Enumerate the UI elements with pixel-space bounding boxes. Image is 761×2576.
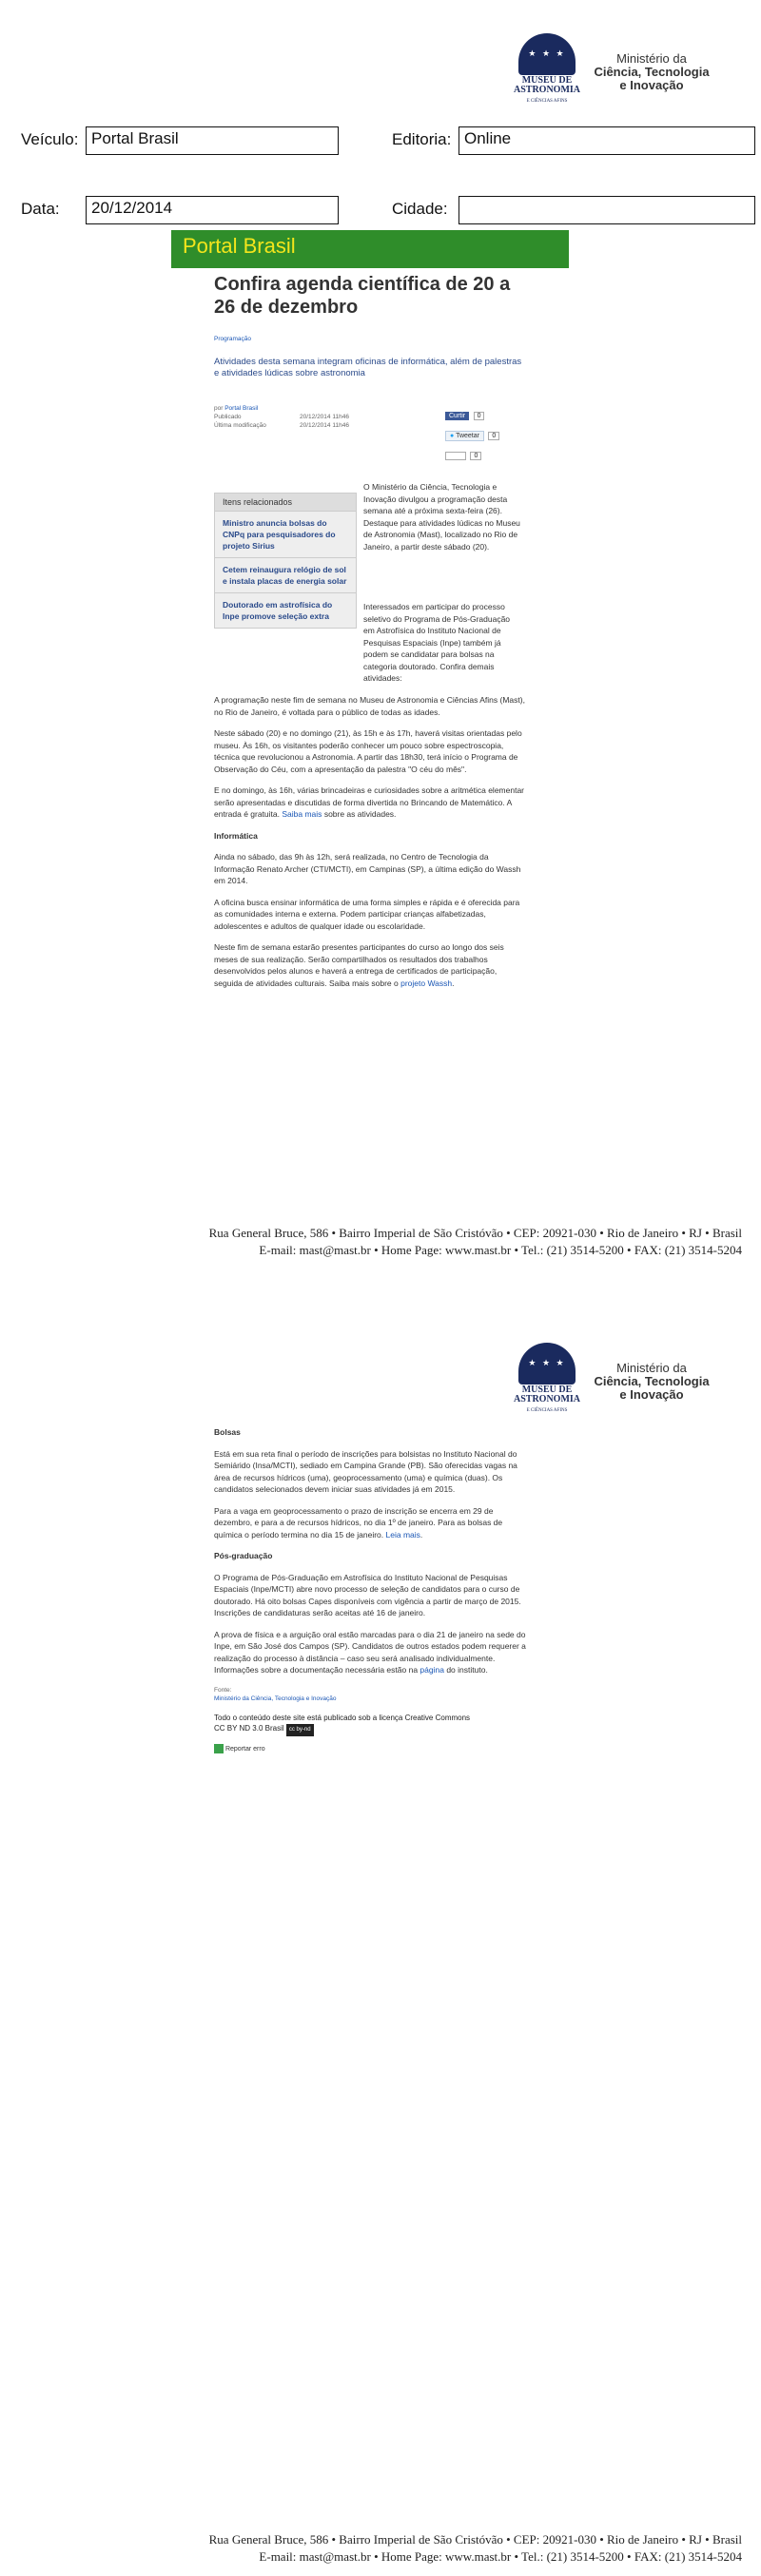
plus-button[interactable] — [445, 452, 466, 460]
portal-brasil-banner: Portal Brasil — [171, 230, 569, 268]
saiba-mais-link[interactable]: Saiba mais — [282, 809, 322, 819]
cidade-label: Cidade: — [392, 200, 448, 218]
data-label: Data: — [21, 200, 60, 218]
section-heading: Bolsas — [214, 1427, 241, 1437]
section-heading: Informática — [214, 830, 258, 841]
editoria-field[interactable]: Online — [459, 126, 755, 155]
page-footer: Rua General Bruce, 586 • Bairro Imperial de São Cristóvão • CEP: 20921-030 • Rio de Janeiro • RJ • Brasil E-mail: mast@mast.br • Home Page: www.mast.br • Tel.: (21) 3514-5200 • FAX: (21) 3514-5204 — [208, 2532, 742, 2564]
cc-license-icon[interactable]: cc by-nd — [286, 1724, 314, 1736]
article-body-page2 — [214, 1426, 526, 1755]
article-meta: por Portal Brasil Publicado 20/12/2014 11h46 Última modificação 20/12/2014 11h46 — [214, 405, 349, 429]
related-item[interactable]: Doutorado em astrofísica do Inpe promove seleção extra — [223, 600, 333, 621]
editoria-label: Editoria: — [392, 130, 452, 148]
source: Fonte: Ministério da Ciência, Tecnologia e Inovação — [214, 1686, 526, 1703]
source-link[interactable]: Ministério da Ciência, Tecnologia e Inovação — [214, 1695, 337, 1702]
mast-seal-icon: ★ ★ ★ — [518, 33, 576, 75]
author-link[interactable]: Portal Brasil — [224, 405, 259, 412]
pagina-link[interactable]: página — [420, 1665, 444, 1675]
article-lead: Atividades desta semana integram oficinas de informática, além de palestras e atividades lúdicas sobre astronomia — [214, 357, 522, 378]
mast-logo: ★ ★ ★ MUSEU DE ASTRONOMIA E CIÊNCIAS AFINS — [504, 33, 590, 105]
paragraph: Neste fim de semana estarão presentes participantes do curso ao longo dos seis meses de sua realização. Serão compartilhados os resultados dos trabalhos desenvolvidos pelos alunos e haverá a entrega de certificados de participação, seguida de atividades culturais. Saiba mais sobre o projeto Wassh. — [214, 942, 504, 988]
paragraph: Está em sua reta final o período de inscrições para bolsistas no Instituto Nacional do Semiárido (Insa/MCTI), sediado em Campina Grande (PB). São oferecidas vagas na área de recursos hídricos (uma), geoprocessamento (uma) e química (duas). Os candidatos selecionados devem iniciar suas atividades já em 2015. — [214, 1448, 517, 1494]
tweet-button[interactable]: ● Tweetar — [445, 431, 484, 441]
veiculo-field[interactable]: Portal Brasil — [86, 126, 339, 155]
related-item[interactable]: Ministro anuncia bolsas do CNPq para pesquisadores do projeto Sirius — [215, 512, 356, 558]
paragraph: E no domingo, às 16h, várias brincadeiras e curiosidades sobre a aritmética elementar serão apresentadas e discutidas de forma divertida no Brincando de Matemático. A entrada é gratuita. Saiba mais sobre as atividades. — [214, 785, 525, 819]
paragraph: A programação neste fim de semana no Museu de Astronomia e Ciências Afins (Mast), no Rio de Janeiro, é voltada para o público de todas as idades. — [214, 695, 525, 717]
related-items-title: Itens relacionados — [215, 494, 356, 512]
report-icon — [214, 1744, 224, 1753]
ministry-name: Ministério da Ciência, Tecnologia e Inovação — [594, 1361, 710, 1402]
article-intro: O Ministério da Ciência, Tecnologia e Inovação divulgou a programação desta semana até a próxima sexta-feira (26). Destaque para atividades lúdicas no Museu de Astronomia (Mast), localizado no Rio de Janeiro, a partir deste sábado (20). — [363, 482, 520, 552]
tweet-count: 0 — [488, 432, 499, 440]
license: Todo o conteúdo deste site está publicado sob a licença Creative Commons CC BY ND 3.0 Brasil cc by-nd — [214, 1713, 526, 1736]
related-item[interactable]: Cetem reinaugura relógio de sol e instala placas de energia solar — [215, 558, 356, 593]
mast-logo: ★ ★ ★ MUSEU DE ASTRONOMIA E CIÊNCIAS AFINS — [504, 1343, 590, 1414]
related-items-box — [214, 493, 357, 629]
paragraph: Para a vaga em geoprocessamento o prazo de inscrição se encerra em 29 de dezembro, e para a de recursos hídricos, no dia 1º de janeiro. Para as bolsas de química o período termina no dia 15 de janeiro. Leia mais. — [214, 1505, 503, 1540]
plus-count: 0 — [470, 452, 481, 460]
article-pos-paragraph: Interessados em participar do processo seletivo do Programa de Pós-Graduação em Astrofísica do Instituto Nacional de Pesquisas Espaciais (Inpe) também já podem se candidatar para bolsas na categoria doutorado. Confira demais atividades: — [363, 602, 511, 683]
twitter-icon: ● — [450, 433, 455, 439]
article-category[interactable]: Programação — [214, 336, 252, 342]
report-error[interactable]: Reportar erro — [214, 1744, 526, 1756]
page-footer: Rua General Bruce, 586 • Bairro Imperial de São Cristóvão • CEP: 20921-030 • Rio de Janeiro • RJ • Brasil E-mail: mast@mast.br • Home Page: www.mast.br • Tel.: (21) 3514-5200 • FAX: (21) 3514-5204 — [208, 1226, 742, 1257]
paragraph: A prova de física e a arguição oral estão marcadas para o dia 21 de janeiro na sede do Inpe, em São José dos Campos (SP). Candidatos de outros estados podem requerer a realização do processo à distância – caso seu será analisado individualmente. Informações sobre a documentação necessária estão na página do instituto. — [214, 1629, 526, 1675]
paragraph: A oficina busca ensinar informática de uma forma simples e rápida e é oferecida para as comunidades interna e externa. Podem participar crianças alfabetizadas, adolescentes e adultos de qualquer idade ou escolaridade. — [214, 897, 520, 931]
mast-seal-icon: ★ ★ ★ — [518, 1343, 576, 1385]
veiculo-label: Veículo: — [21, 130, 79, 148]
projeto-wassh-link[interactable]: projeto Wassh — [400, 978, 453, 988]
section-heading: Pós-graduação — [214, 1551, 273, 1560]
data-field[interactable]: 20/12/2014 — [86, 196, 339, 224]
paragraph: O Programa de Pós-Graduação em Astrofísica do Instituto Nacional de Pesquisas Espaciais (Inpe/MCTI) abre novo processo de seleção de candidatos para o curso de doutorado. Há oito bolsas Capes disponíveis com vigência a partir de março de 2015. Inscrições de candidaturas serão aceitas até 16 de janeiro. — [214, 1572, 521, 1617]
article-headline: Confira agenda científica de 20 a 26 de dezembro — [214, 274, 511, 318]
paragraph: Ainda no sábado, das 9h às 12h, será realizada, no Centro de Tecnologia da Informação Renato Archer (CTI/MCTI), em Campinas (SP), a última edição do Wassh em 2014. — [214, 852, 521, 885]
facebook-count: 0 — [474, 412, 485, 420]
ministry-name: Ministério da Ciência, Tecnologia e Inovação — [594, 51, 710, 92]
facebook-like-button[interactable]: Curtir — [445, 412, 469, 420]
paragraph: Neste sábado (20) e no domingo (21), às 15h e às 17h, haverá visitas orientadas pelo museu. Às 16h, os visitantes poderão conhecer um pouco sobre espectroscopia, técnica que revolucionou a Astronomia. A partir das 18h30, terá início o Programa de Observação do Céu, com a apresentação da palestra "O céu do mês". — [214, 728, 522, 774]
cidade-field[interactable] — [459, 196, 755, 224]
share-buttons — [445, 405, 521, 462]
leia-mais-link[interactable]: Leia mais — [385, 1529, 420, 1540]
article-body-page1 — [214, 694, 526, 998]
